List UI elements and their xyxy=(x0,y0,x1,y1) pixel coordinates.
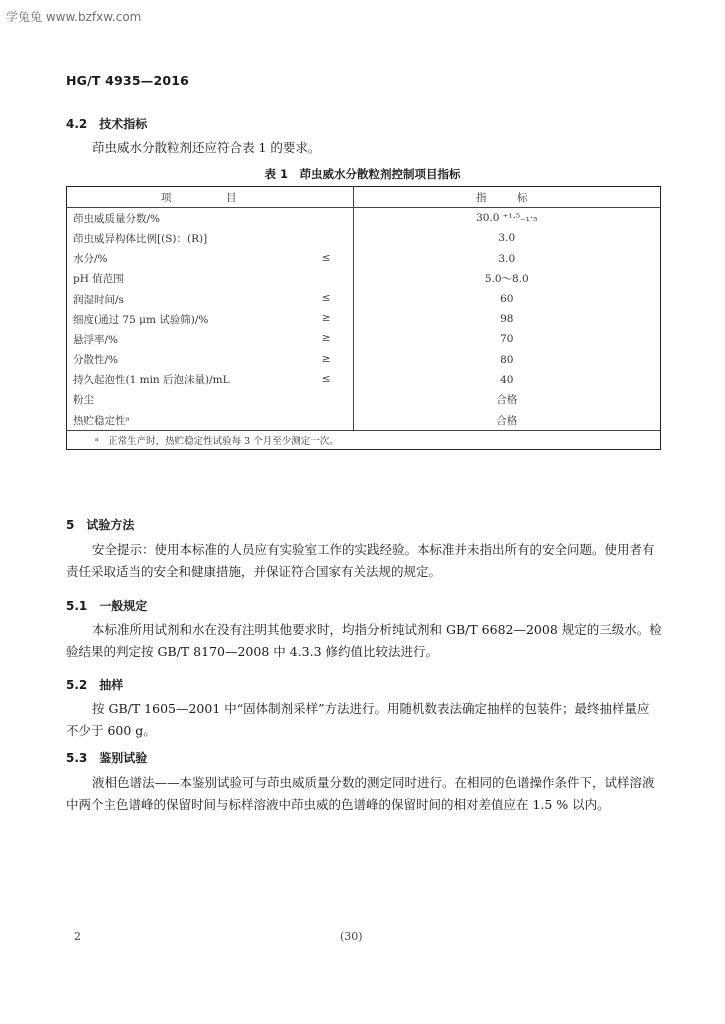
table-header-row xyxy=(67,187,661,208)
section-5-1-heading: 5.1 一般规定 xyxy=(66,599,148,613)
table-row xyxy=(67,289,661,309)
row-label: 热贮稳定性ᵃ xyxy=(73,414,130,427)
table-row xyxy=(67,249,661,269)
section-5-1-text: 本标准所用试剂和水在没有注明其他要求时，均指分析纯试剂和 GB/T 6682—2008 规定的三级水。检验结果的判定按 GB/T 8170—2008 中 4.3.3 修约值比较法进行。 xyxy=(66,622,662,659)
table-cell-item xyxy=(67,390,354,410)
table-cell-value: 合格 xyxy=(496,414,518,427)
section-4-2-text: 茚虫威水分散粒剂还应符合表 1 的要求。 xyxy=(92,140,321,155)
table-row xyxy=(67,390,661,410)
table-cell-value: 5.0～8.0 xyxy=(484,273,529,286)
header-spec: 指 标 xyxy=(353,187,660,208)
row-label: pH 值范围 xyxy=(73,273,124,286)
table-cell-item xyxy=(67,329,354,349)
section-4-2-heading: 4.2 技术指标 xyxy=(66,117,148,131)
row-label: 持久起泡性(1 min 后泡沫量)/mL xyxy=(73,374,230,387)
spec-table xyxy=(66,186,661,450)
table-row xyxy=(67,410,661,431)
row-comparator: ≥ xyxy=(321,352,331,365)
section-5-2-text: 按 GB/T 1605—2001 中“固体制剂采样”方法进行。用随机数表法确定抽样的包装件；最终抽样量应不少于 600 g。 xyxy=(66,701,650,738)
table-cell-value: 60 xyxy=(500,293,514,306)
table-cell-value: 合格 xyxy=(496,394,518,407)
row-label: 分散性/% xyxy=(73,354,119,367)
table-row xyxy=(67,208,661,229)
row-comparator: ≤ xyxy=(321,251,331,264)
section-5-3-text: 液相色谱法——本鉴别试验可与茚虫威质量分数的测定同时进行。在相同的色谱操作条件下，试样溶液中两个主色谱峰的保留时间与标样溶液中茚虫威的色谱峰的保留时间的相对差值应在 1.5 % 以内。 xyxy=(66,775,655,812)
table-cell-value: 80 xyxy=(500,353,514,366)
table-cell-value: 98 xyxy=(500,313,514,326)
table-cell-value: 3.0 xyxy=(498,252,516,265)
row-label: 细度(通过 75 μm 试验筛)/% xyxy=(73,313,209,326)
section-5-3-heading: 5.3 鉴别试验 xyxy=(66,751,148,765)
table-row xyxy=(67,350,661,370)
table-cell-item xyxy=(67,410,354,431)
page-center-mark: (30) xyxy=(340,930,363,943)
section-5-safety: 安全提示：使用本标准的人员应有实验室工作的实践经验。本标准并未指出所有的安全问题。使用者有责任采取适当的安全和健康措施，并保证符合国家有关法规的规定。 xyxy=(66,542,655,579)
header-item: 项 目 xyxy=(67,187,354,208)
row-comparator: ≥ xyxy=(321,332,331,345)
table-cell-value: 70 xyxy=(500,333,514,346)
table-cell-item xyxy=(67,249,354,269)
row-label: 茚虫威质量分数/% xyxy=(73,212,161,225)
section-5-heading: 5 试验方法 xyxy=(66,518,135,532)
page-number: 2 xyxy=(74,930,81,943)
table-note-row xyxy=(67,431,661,450)
row-label: 茚虫威异构体比例[(S)：(R)] xyxy=(73,232,208,245)
section-5-2-heading: 5.2 抽样 xyxy=(66,678,124,692)
table-row xyxy=(67,309,661,329)
row-label: 水分/% xyxy=(73,253,108,266)
table-row xyxy=(67,269,661,289)
table-cell-item xyxy=(67,289,354,309)
table-cell-item xyxy=(67,309,354,329)
table-cell-item xyxy=(67,350,354,370)
row-label: 悬浮率/% xyxy=(73,333,119,346)
table-cell-item xyxy=(67,269,354,289)
table-row xyxy=(67,329,661,349)
row-label: 润湿时间/s xyxy=(73,293,124,306)
table-row xyxy=(67,228,661,248)
table-cell-item xyxy=(67,208,354,229)
table-cell-item xyxy=(67,228,354,248)
table-note: ᵃ 正常生产时，热贮稳定性试验每 3 个月至少测定一次。 xyxy=(67,431,661,450)
standard-number: HG/T 4935—2016 xyxy=(66,73,190,88)
row-comparator: ≥ xyxy=(321,312,331,325)
row-label: 粉尘 xyxy=(73,394,94,407)
table-cell-item xyxy=(67,370,354,390)
watermark-text: 学兔兔 www.bzfxw.com xyxy=(6,10,142,24)
table-1-caption: 表 1 茚虫威水分散粒剂控制项目指标 xyxy=(264,167,461,181)
table-row xyxy=(67,370,661,390)
row-comparator: ≤ xyxy=(321,372,331,385)
row-comparator: ≤ xyxy=(321,291,331,304)
table-cell-value: 3.0 xyxy=(498,232,516,245)
table-cell-value: 30.0 ⁺¹·⁵₋₁·₅ xyxy=(476,212,538,225)
table-cell-value: 40 xyxy=(500,373,514,386)
